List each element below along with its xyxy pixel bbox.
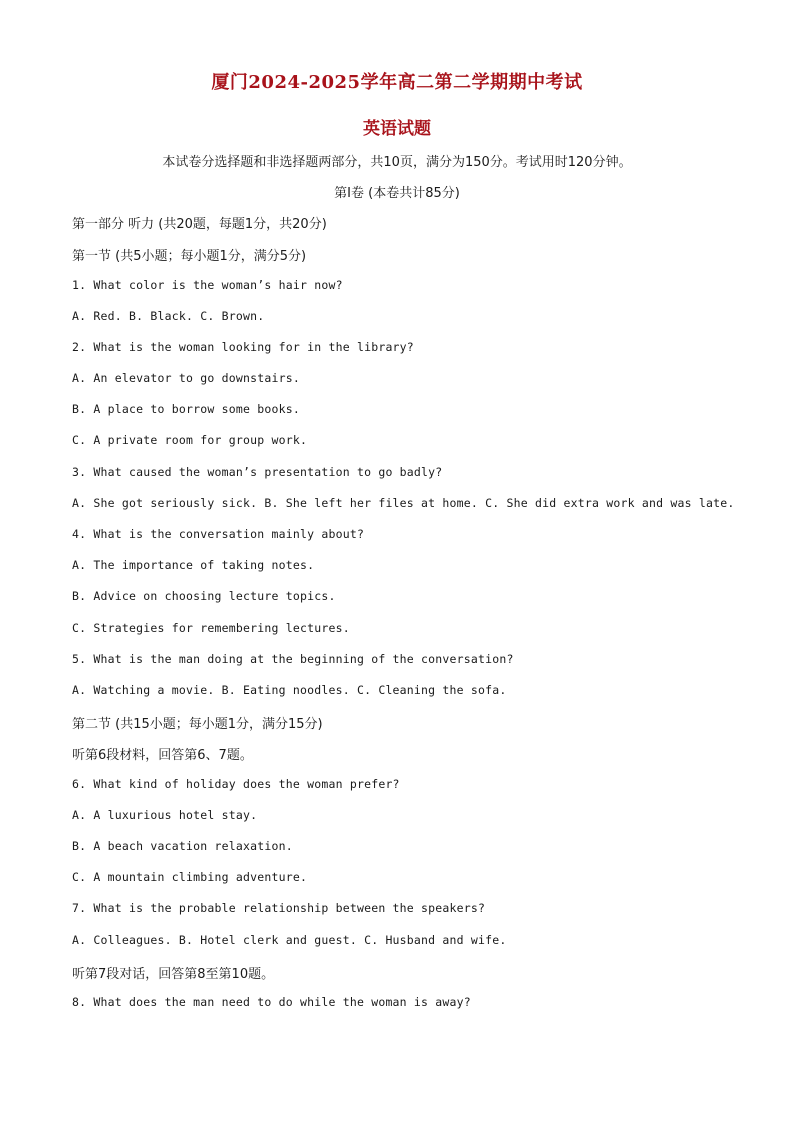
- material-6-instruction: 听第6段材料，回答第6、7题。: [72, 748, 253, 763]
- question-7-options: A. Colleagues. B. Hotel clerk and guest. C. Husband and wife.: [72, 933, 507, 947]
- question-1-options: A. Red. B. Black. C. Brown.: [72, 309, 265, 323]
- question-6-option-a: A. A luxurious hotel stay.: [72, 808, 258, 822]
- material-7-instruction: 听第7段对话，回答第8至第10题。: [72, 967, 275, 982]
- section2-heading: 第二节 (共15小题；每小题1分，满分15分): [72, 717, 323, 732]
- question-7-stem: 7. What is the probable relationship between the speakers?: [72, 901, 486, 915]
- exam-subtitle: 英语试题: [363, 119, 431, 139]
- exam-title: 厦门2024-2025学年高二第二学期期中考试: [211, 72, 583, 93]
- question-2-option-c: C. A private room for group work.: [72, 433, 308, 447]
- question-4-stem: 4. What is the conversation mainly about?: [72, 527, 365, 541]
- question-6-stem: 6. What kind of holiday does the woman prefer?: [72, 777, 400, 791]
- question-4-option-a: A. The importance of taking notes.: [72, 558, 315, 572]
- question-4-option-b: B. Advice on choosing lecture topics.: [72, 589, 336, 603]
- question-2-stem: 2. What is the woman looking for in the library?: [72, 340, 414, 354]
- question-1-stem: 1. What color is the woman’s hair now?: [72, 278, 343, 292]
- question-3-stem: 3. What caused the woman’s presentation to go badly?: [72, 465, 443, 479]
- section1-heading: 第一节 (共5小题；每小题1分，满分5分): [72, 249, 307, 264]
- question-2-option-a: A. An elevator to go downstairs.: [72, 371, 300, 385]
- question-3-options: A. She got seriously sick. B. She left her files at home. C. She did extra work and was late.: [72, 496, 735, 510]
- question-6-option-c: C. A mountain climbing adventure.: [72, 870, 308, 884]
- question-5-stem: 5. What is the man doing at the beginning of the conversation?: [72, 652, 514, 666]
- question-2-option-b: B. A place to borrow some books.: [72, 402, 300, 416]
- volume-heading: 第I卷 (本卷共计85分): [334, 186, 460, 201]
- question-5-options: A. Watching a movie. B. Eating noodles. C. Cleaning the sofa.: [72, 683, 507, 697]
- question-8-stem: 8. What does the man need to do while the woman is away?: [72, 995, 471, 1009]
- exam-instructions: 本试卷分选择题和非选择题两部分，共10页，满分为150分。考试用时120分钟。: [162, 155, 632, 170]
- question-6-option-b: B. A beach vacation relaxation.: [72, 839, 293, 853]
- question-4-option-c: C. Strategies for remembering lectures.: [72, 621, 350, 635]
- part1-heading: 第一部分 听力 (共20题，每题1分，共20分): [72, 217, 327, 232]
